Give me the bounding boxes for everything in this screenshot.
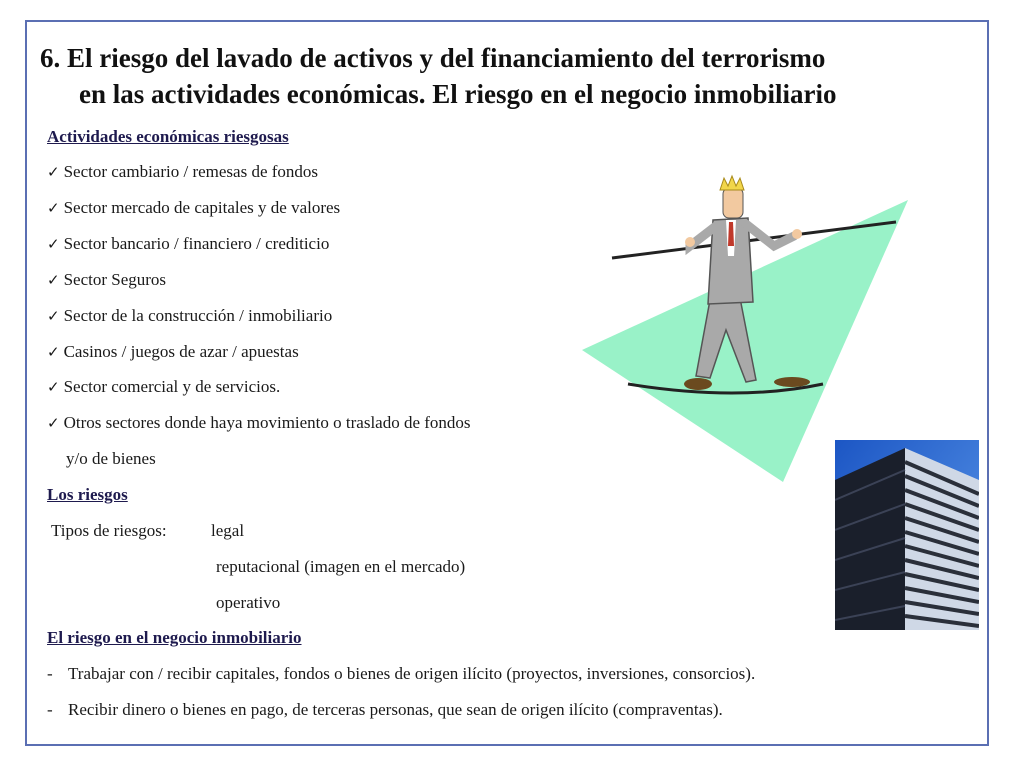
necktie: [728, 222, 734, 246]
activity-item-label: Sector comercial y de servicios.: [63, 377, 281, 396]
title-line-2: en las actividades económicas. El riesgo en el negocio inmobiliario: [79, 79, 837, 109]
check-icon: ✓: [47, 163, 60, 181]
dash-bullet: -: [47, 700, 53, 719]
activity-item-continuation: y/o de bienes: [66, 449, 156, 468]
right-hand: [792, 229, 802, 239]
check-icon: ✓: [47, 271, 60, 289]
risk-types-label: Tipos de riesgos:: [51, 521, 167, 540]
activity-item-label: Sector cambiario / remesas de fondos: [63, 162, 319, 181]
check-icon: ✓: [47, 378, 60, 396]
risk-type: reputacional (imagen en el mercado): [216, 557, 466, 576]
activity-item: [47, 305, 332, 327]
activity-item: [47, 412, 471, 434]
activities-heading: Actividades económicas riesgosas: [47, 127, 289, 146]
activity-item-label: Sector Seguros: [63, 270, 167, 289]
check-icon: ✓: [47, 235, 60, 253]
real-estate-point: [47, 663, 755, 685]
left-shoe: [684, 378, 712, 390]
activity-item-label: Sector bancario / financiero / crediticio: [63, 234, 330, 253]
real-estate-heading: El riesgo en el negocio inmobiliario: [47, 628, 302, 647]
real-estate-point: [47, 699, 723, 721]
left-hand: [685, 237, 695, 247]
slide-title: [40, 40, 980, 112]
check-icon: ✓: [47, 414, 60, 432]
office-building-photo: [835, 440, 979, 630]
right-arm: [746, 224, 794, 246]
activity-item: [47, 233, 329, 255]
activity-item: [47, 269, 166, 291]
activity-item: [47, 197, 340, 219]
activity-item-label: Sector de la construcción / inmobiliario: [63, 306, 333, 325]
activity-item: [47, 161, 318, 183]
activity-item-label: Sector mercado de capitales y de valores: [63, 198, 341, 217]
check-icon: ✓: [47, 199, 60, 217]
check-icon: ✓: [47, 307, 60, 325]
activity-item: [47, 376, 280, 398]
hair: [720, 176, 744, 190]
right-shoe: [774, 377, 810, 387]
check-icon: ✓: [47, 343, 60, 361]
risk-type: operativo: [216, 593, 281, 612]
dash-bullet: -: [47, 664, 53, 683]
risks-heading: Los riesgos: [47, 485, 128, 504]
activity-item-label: Casinos / juegos de azar / apuestas: [63, 342, 299, 361]
real-estate-point-text: Recibir dinero o bienes en pago, de terceras personas, que sean de origen ilícito (compraventas).: [68, 700, 723, 719]
activity-item: [47, 341, 299, 363]
title-line-1: 6. El riesgo del lavado de activos y del financiamiento del terrorismo: [40, 43, 826, 73]
head: [723, 188, 743, 218]
real-estate-point-text: Trabajar con / recibir capitales, fondos o bienes de origen ilícito (proyectos, inversiones, consorcios).: [68, 664, 756, 683]
activity-item-label: Otros sectores donde haya movimiento o traslado de fondos: [63, 413, 471, 432]
risk-type: legal: [211, 521, 245, 540]
